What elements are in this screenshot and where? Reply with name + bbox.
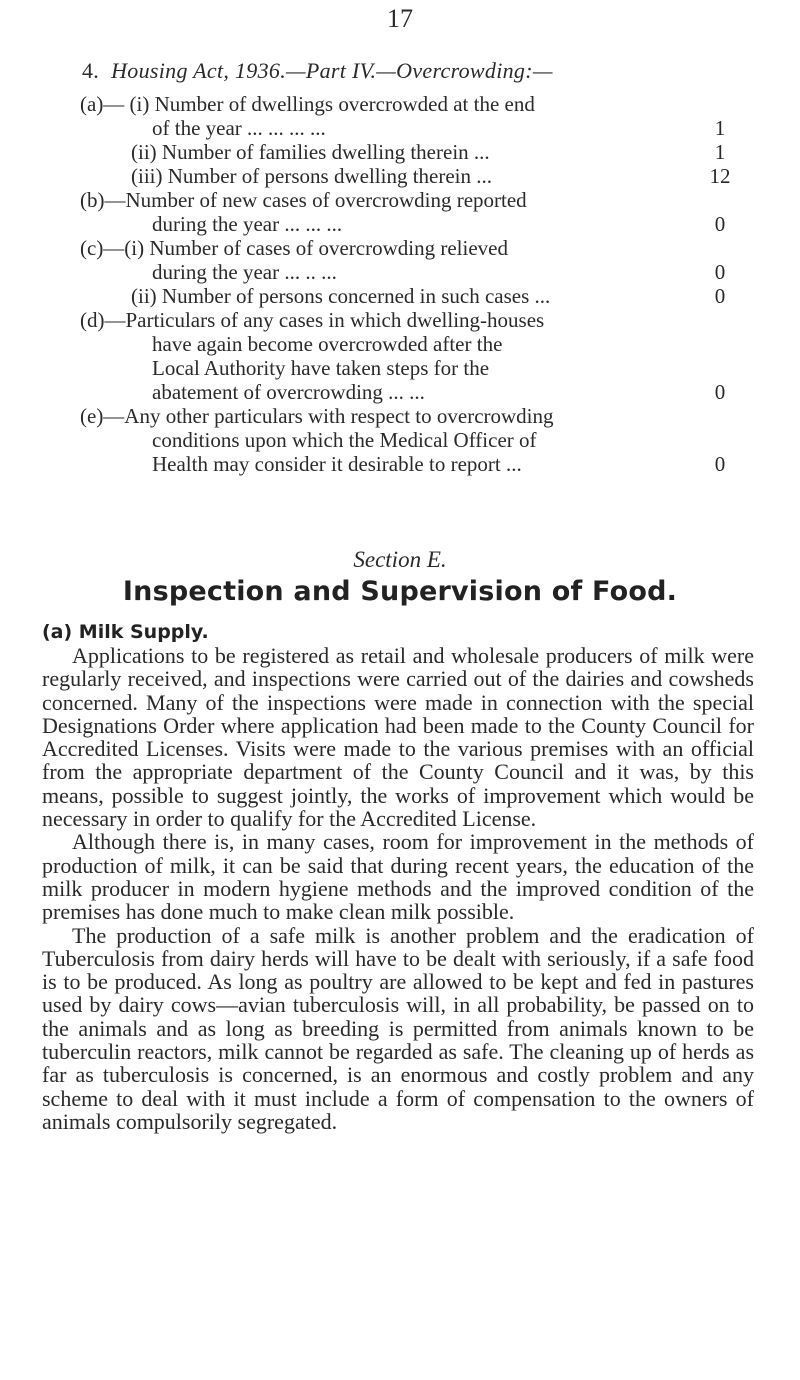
entry-text: have again become overcrowded after the [152,332,503,356]
entry-text: (e)—Any other particulars with respect to overcrowding [80,404,554,428]
entry-row [0,164,800,188]
entry-value: 1 [714,116,726,140]
section-title: Inspection and Supervision of Food. [122,576,678,607]
entry-value: 12 [709,164,731,188]
paragraph: Although there is, in many cases, room for improvement in the methods of production of milk, it can be said that during recent years, the education of the milk producer in modern hygiene methods and the improved condition of the premises has done much to make clean milk possible. [42,829,754,925]
paragraph: Applications to be registered as retail and wholesale producers of milk were regularly received, and inspections were carried out of the dairies and cowsheds concerned. Many of the inspections were made in connection with the special Designations Order where application had been made to the County Council for Accredited Licenses. Visits were made to the various premises with an official from the appropriate department of the County Council and it was, by this means, possible to suggest jointly, the works of improvement which would be necessary in order to qualify for the Accredited License. [42,643,754,832]
entry-row [0,284,800,308]
entry-value: 0 [714,212,726,236]
page-number: 17 [387,4,413,33]
entry-row [0,308,800,332]
entry-value: 0 [714,380,726,404]
entry-row [0,188,800,212]
entry-text: (a)— (i) Number of dwellings overcrowded at the end [80,92,535,116]
entry-value: 0 [714,452,726,476]
entry-text: during the year ... .. ... [152,260,337,284]
paragraph: The production of a safe milk is another problem and the eradication of Tuberculosis from dairy herds will have to be dealt with seriously, if a safe food is to be produced. As long as poultry are allowed to be kept and fed in pastures used by dairy cows—avian tuberculosis will, in all probability, be passed on to the animals and as long as breeding is permitted from animals known to be tuberculin reactors, milk cannot be regarded as safe. The cleaning up of herds as far as tuberculosis is concerned, is an enormous and costly problem and any scheme to deal with it must include a form of compensation to the owners of animals compulsorily segregated. [42,922,754,1134]
entry-row [0,404,800,428]
entry-row [0,332,800,356]
entry-row [0,356,800,380]
housing-entries [0,92,800,476]
entry-row [0,260,800,284]
entry-row [0,380,800,404]
entry-row [0,140,800,164]
entry-text: (d)—Particulars of any cases in which dwelling-houses [80,308,545,332]
entry-text: during the year ... ... ... [152,212,343,236]
housing-heading-title: Housing Act, 1936.—Part IV.—Overcrowding:— [111,58,553,83]
section-label: Section E. [353,547,447,572]
housing-heading [82,58,553,84]
entry-row [0,428,800,452]
entry-text: (ii) Number of families dwelling therein ... [131,140,490,164]
entry-row [0,116,800,140]
entry-text: Local Authority have taken steps for the [152,356,490,380]
entry-text: conditions upon which the Medical Officer of [152,428,537,452]
entry-row [0,452,800,476]
entry-text: (c)—(i) Number of cases of overcrowding relieved [80,236,508,260]
body-text [42,644,754,1133]
entry-value: 1 [714,140,726,164]
entry-text: (b)—Number of new cases of overcrowding reported [80,188,527,212]
entry-text: Health may consider it desirable to report ... [152,452,522,476]
entry-text: of the year ... ... ... ... [152,116,326,140]
entry-text: (iii) Number of persons dwelling therein ... [131,164,492,188]
entry-text: abatement of overcrowding ... ... [152,380,425,404]
housing-heading-number: 4. [82,58,100,83]
entry-text: (ii) Number of persons concerned in such cases ... [131,284,551,308]
entry-value: 0 [714,260,726,284]
entry-row [0,236,800,260]
entry-value: 0 [714,284,726,308]
subsection-title: (a) Milk Supply. [42,621,209,643]
entry-row [0,92,800,116]
entry-row [0,212,800,236]
